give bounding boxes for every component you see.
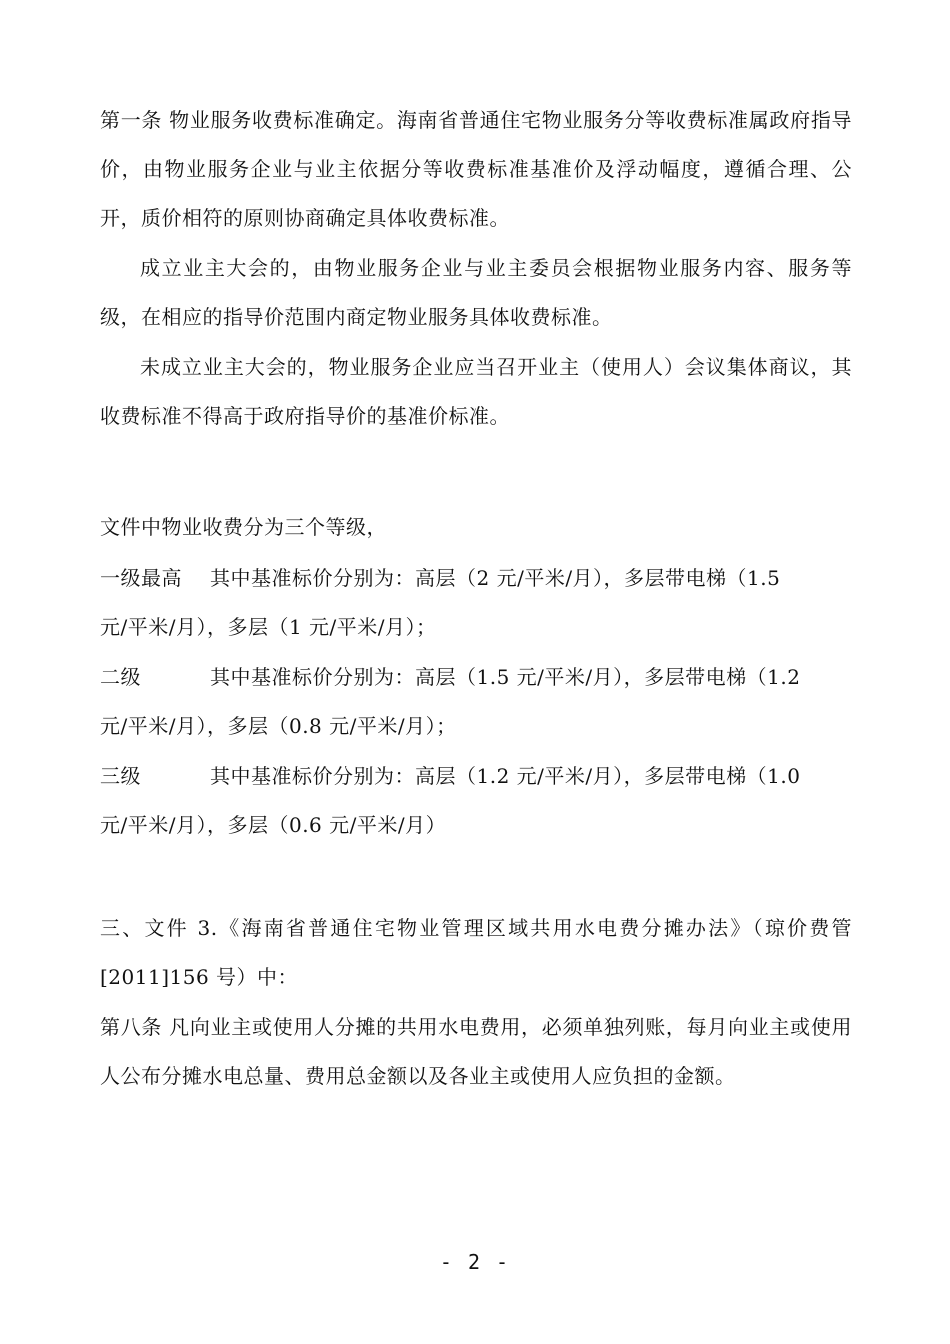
grade-3-prices-line-2: 元/平米/月），多层（0.6 元/平米/月） xyxy=(100,813,447,837)
grade-2-line-1 xyxy=(100,653,852,702)
grade-2-prices-line-2: 元/平米/月），多层（0.8 元/平米/月）； xyxy=(100,714,457,738)
grade-3-line-1 xyxy=(100,752,852,801)
grades-intro: 文件中物业收费分为三个等级， xyxy=(100,515,387,539)
section-3-paragraph: 三、文件 3.《海南省普通住宅物业管理区域共用水电费分摊办法》（琼价费管[2011]156 号）中： xyxy=(100,916,852,989)
article-1-text: 物业服务收费标准确定。海南省普通住宅物业服务分等收费标准属政府指导价，由物业服务企业与业主依据分等收费标准基准价及浮动幅度，遵循合理、公开，质价相符的原则协商确定具体收费标准。 xyxy=(100,108,853,230)
grade-1-label: 一级最高 xyxy=(100,566,182,590)
grade-2-label: 二级 xyxy=(100,665,141,689)
page-number: - 2 - xyxy=(439,1250,511,1274)
grade-1 xyxy=(100,554,852,652)
grade-1-prices-line-1: 其中基准标价分别为：高层（2 元/平米/月），多层带电梯（1.5 xyxy=(210,566,781,590)
no-assembly-paragraph: 未成立业主大会的，物业服务企业应当召开业主（使用人）会议集体商议，其收费标准不得高于政府指导价的基准价标准。 xyxy=(100,355,852,428)
article-8-paragraph xyxy=(100,1003,852,1101)
article-8-text: 凡向业主或使用人分摊的共用水电费用，必须单独列账，每月向业主或使用人公布分摊水电总量、费用总金额以及各业主或使用人应负担的金额。 xyxy=(100,1015,853,1088)
grade-3-prices-line-1: 其中基准标价分别为：高层（1.2 元/平米/月），多层带电梯（1.0 xyxy=(210,764,801,788)
grade-1-prices-line-2: 元/平米/月），多层（1 元/平米/月）； xyxy=(100,615,437,639)
article-1-heading: 第一条 xyxy=(100,108,163,132)
grade-1-line-1 xyxy=(100,554,852,603)
grade-3 xyxy=(100,752,852,850)
owner-assembly-paragraph: 成立业主大会的，由物业服务企业与业主委员会根据物业服务内容、服务等级，在相应的指导价范围内商定物业服务具体收费标准。 xyxy=(100,256,852,329)
grade-2-prices-line-1: 其中基准标价分别为：高层（1.5 元/平米/月），多层带电梯（1.2 xyxy=(210,665,801,689)
grade-3-label: 三级 xyxy=(100,764,141,788)
grade-2 xyxy=(100,653,852,751)
article-8-heading: 第八条 xyxy=(100,1015,163,1039)
article-1-paragraph xyxy=(100,96,852,243)
